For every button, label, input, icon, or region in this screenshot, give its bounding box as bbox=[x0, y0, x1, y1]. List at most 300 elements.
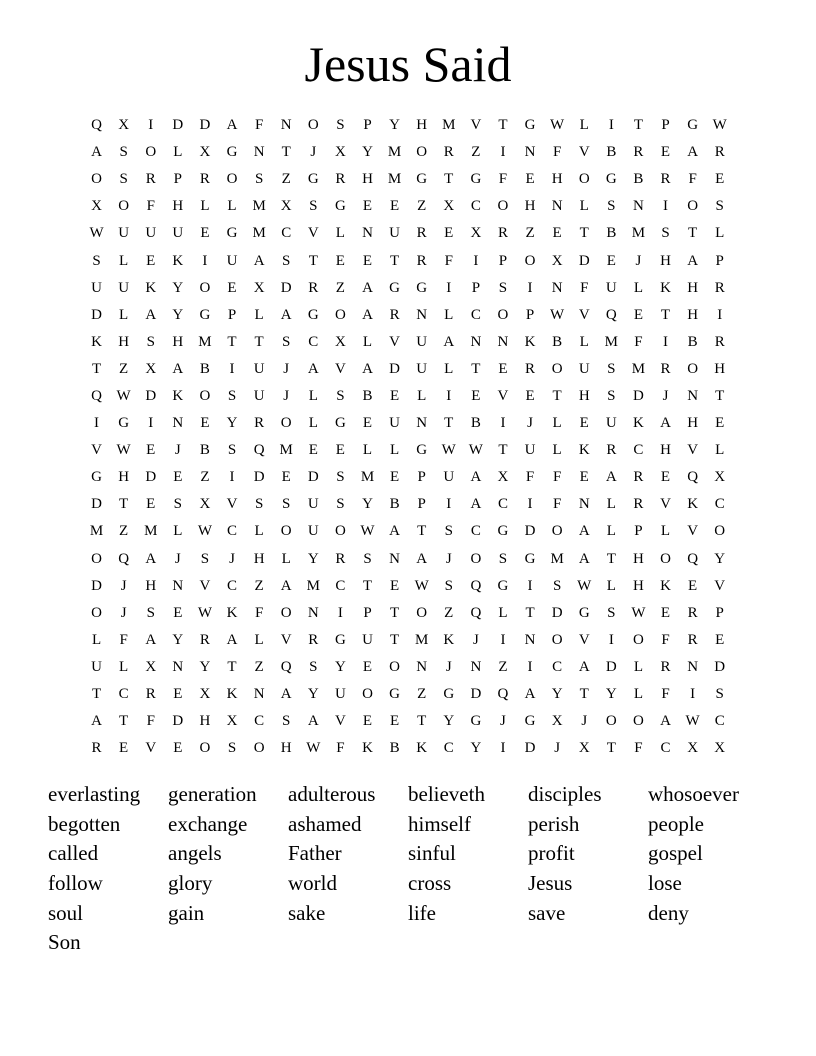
grid-letter: V bbox=[714, 577, 726, 594]
grid-letter: F bbox=[254, 604, 264, 621]
grid-letter: L bbox=[633, 279, 643, 296]
grid-letter: S bbox=[336, 117, 345, 134]
grid-row bbox=[83, 464, 733, 491]
grid-letter: L bbox=[660, 523, 671, 540]
grid-letter: G bbox=[416, 171, 428, 188]
grid-letter: H bbox=[551, 171, 563, 188]
grid-letter: O bbox=[660, 550, 671, 567]
grid-letter: Y bbox=[199, 658, 211, 675]
grid-letter: N bbox=[253, 686, 265, 703]
grid-letter: F bbox=[119, 631, 128, 648]
grid-letter: R bbox=[660, 658, 671, 675]
grid-letter: V bbox=[91, 442, 102, 459]
grid-letter: U bbox=[91, 279, 102, 296]
grid-letter: P bbox=[417, 469, 426, 486]
grid-letter: G bbox=[307, 171, 319, 188]
grid-letter: Z bbox=[417, 686, 427, 703]
grid-letter: A bbox=[307, 713, 319, 730]
grid-letter: T bbox=[606, 740, 616, 757]
grid-letter: R bbox=[145, 686, 156, 703]
grid-letter: L bbox=[715, 442, 725, 459]
grid-letter: R bbox=[308, 279, 319, 296]
grid-letter: G bbox=[524, 550, 536, 567]
grid-letter: R bbox=[91, 740, 102, 757]
grid-letter: H bbox=[118, 333, 130, 350]
grid-letter: W bbox=[414, 577, 429, 594]
grid-letter: Z bbox=[444, 604, 454, 621]
grid-letter: N bbox=[524, 144, 536, 161]
grid-letter: J bbox=[527, 415, 533, 432]
grid-letter: V bbox=[334, 713, 346, 730]
grid-letter: G bbox=[605, 171, 617, 188]
word-bank-item: generation bbox=[168, 782, 257, 806]
grid-letter: X bbox=[334, 333, 346, 350]
grid-letter: Y bbox=[551, 686, 563, 703]
grid-letter: O bbox=[578, 171, 590, 188]
grid-letter: F bbox=[146, 713, 155, 730]
grid-letter: L bbox=[579, 198, 589, 215]
grid-letter: O bbox=[389, 658, 400, 675]
grid-letter: A bbox=[443, 333, 455, 350]
grid-letter: Q bbox=[687, 469, 699, 486]
grid-letter: T bbox=[91, 686, 102, 703]
grid-letter: E bbox=[146, 252, 156, 269]
grid-letter: L bbox=[552, 442, 562, 459]
grid-letter: N bbox=[172, 577, 184, 594]
grid-letter: H bbox=[687, 415, 699, 432]
grid-letter: X bbox=[714, 740, 726, 757]
grid-letter: F bbox=[634, 333, 643, 350]
word-bank-item: exchange bbox=[168, 811, 248, 836]
grid-letter: H bbox=[416, 117, 428, 134]
grid-letter: F bbox=[498, 171, 508, 188]
grid-letter: Z bbox=[254, 577, 264, 594]
grid-letter: R bbox=[335, 171, 346, 188]
grid-letter: O bbox=[524, 252, 536, 269]
grid-row bbox=[83, 193, 733, 220]
grid-row bbox=[83, 735, 733, 762]
grid-letter: G bbox=[334, 631, 346, 648]
grid-letter: A bbox=[660, 415, 671, 432]
grid-letter: E bbox=[525, 387, 535, 404]
grid-letter: O bbox=[551, 360, 563, 377]
grid-letter: N bbox=[633, 198, 644, 215]
grid-letter: U bbox=[307, 496, 319, 513]
grid-letter: M bbox=[415, 631, 429, 648]
grid-letter: L bbox=[119, 306, 129, 323]
grid-letter: O bbox=[633, 713, 644, 730]
grid-letter: O bbox=[145, 144, 157, 161]
word-bank-item: life bbox=[408, 900, 436, 925]
grid-letter: I bbox=[446, 387, 452, 404]
grid-letter: D bbox=[578, 252, 590, 269]
grid-letter: O bbox=[497, 306, 509, 323]
grid-letter: E bbox=[173, 469, 183, 486]
grid-letter: X bbox=[578, 740, 590, 757]
grid-letter: T bbox=[552, 387, 562, 404]
grid-letter: H bbox=[199, 713, 211, 730]
grid-letter: Q bbox=[687, 550, 699, 567]
grid-letter: T bbox=[227, 333, 237, 350]
grid-letter: J bbox=[229, 550, 235, 567]
grid-letter: O bbox=[633, 631, 644, 648]
word-bank-item: follow bbox=[48, 871, 103, 896]
grid-letter: E bbox=[715, 171, 725, 188]
grid-row bbox=[83, 410, 733, 437]
grid-letter: F bbox=[336, 740, 345, 757]
grid-letter: K bbox=[226, 604, 238, 621]
grid-letter: C bbox=[470, 523, 481, 540]
grid-letter: L bbox=[633, 686, 643, 703]
grid-letter: E bbox=[146, 496, 156, 513]
grid-letter: D bbox=[172, 117, 184, 134]
grid-letter: O bbox=[416, 144, 428, 161]
grid-letter: O bbox=[280, 415, 292, 432]
grid-letter: H bbox=[687, 306, 699, 323]
grid-letter: C bbox=[552, 658, 563, 675]
grid-letter: O bbox=[199, 740, 211, 757]
grid-letter: S bbox=[336, 496, 345, 513]
grid-letter: S bbox=[282, 496, 291, 513]
grid-letter: U bbox=[307, 523, 319, 540]
grid-letter: I bbox=[148, 415, 154, 432]
grid-letter: R bbox=[308, 631, 319, 648]
grid-letter: Y bbox=[389, 117, 400, 134]
grid-letter: N bbox=[687, 658, 699, 675]
grid-letter: A bbox=[280, 306, 292, 323]
grid-letter: K bbox=[416, 740, 428, 757]
word-bank-item: profit bbox=[528, 841, 575, 866]
grid-letter: E bbox=[660, 604, 671, 621]
grid-letter: T bbox=[498, 442, 508, 459]
grid-letter: J bbox=[472, 631, 479, 648]
grid-letter: L bbox=[308, 415, 318, 432]
grid-letter: I bbox=[527, 496, 533, 513]
grid-letter: U bbox=[605, 415, 617, 432]
grid-letter: D bbox=[524, 523, 536, 540]
grid-letter: S bbox=[498, 279, 508, 296]
grid-letter: S bbox=[254, 171, 264, 188]
grid-letter: Z bbox=[119, 523, 129, 540]
grid-letter: P bbox=[661, 117, 670, 134]
grid-letter: S bbox=[444, 577, 453, 594]
grid-letter: C bbox=[118, 686, 129, 703]
grid-letter: N bbox=[172, 415, 184, 432]
grid-letter: C bbox=[497, 496, 508, 513]
word-bank-item: himself bbox=[408, 811, 471, 836]
grid-row bbox=[83, 220, 733, 247]
grid-letter: V bbox=[578, 306, 590, 323]
grid-letter: W bbox=[550, 117, 565, 134]
grid-letter: N bbox=[551, 198, 563, 215]
grid-letter: L bbox=[417, 387, 427, 404]
word-bank-item: sinful bbox=[408, 841, 456, 866]
grid-letter: D bbox=[172, 713, 184, 730]
grid-letter: Y bbox=[470, 740, 482, 757]
grid-letter: A bbox=[145, 550, 157, 567]
grid-letter: G bbox=[226, 144, 238, 161]
grid-letter: E bbox=[227, 279, 237, 296]
grid-letter: P bbox=[363, 604, 372, 621]
grid-letter: L bbox=[254, 306, 264, 323]
grid-letter: N bbox=[524, 631, 536, 648]
grid-letter: I bbox=[500, 144, 506, 161]
grid-letter: Z bbox=[200, 469, 210, 486]
grid-letter: I bbox=[473, 252, 479, 269]
word-bank-item: whosoever bbox=[648, 782, 739, 806]
grid-letter: Q bbox=[253, 442, 265, 459]
grid-letter: O bbox=[714, 523, 726, 540]
grid-letter: E bbox=[715, 631, 725, 648]
grid-letter: J bbox=[581, 713, 588, 730]
grid-letter: S bbox=[146, 604, 155, 621]
grid-letter: E bbox=[173, 686, 183, 703]
grid-letter: V bbox=[307, 225, 319, 242]
grid-letter: I bbox=[500, 415, 506, 432]
grid-letter: U bbox=[91, 658, 102, 675]
word-bank-item: gain bbox=[168, 900, 205, 925]
grid-letter: G bbox=[578, 604, 590, 621]
grid-letter: J bbox=[310, 144, 317, 161]
grid-letter: C bbox=[227, 577, 238, 594]
grid-letter: S bbox=[309, 658, 318, 675]
grid-letter: B bbox=[633, 171, 644, 188]
grid-letter: Y bbox=[605, 686, 617, 703]
grid-letter: B bbox=[199, 360, 210, 377]
grid-letter: O bbox=[551, 523, 563, 540]
grid-letter: A bbox=[416, 550, 428, 567]
grid-letter: A bbox=[226, 631, 238, 648]
grid-letter: T bbox=[254, 333, 264, 350]
grid-letter: G bbox=[524, 117, 536, 134]
grid-letter: C bbox=[470, 306, 481, 323]
word-bank-item: cross bbox=[408, 871, 452, 896]
grid-letter: V bbox=[660, 496, 671, 513]
grid-letter: F bbox=[661, 631, 670, 648]
word-bank-item: Jesus bbox=[528, 871, 573, 896]
grid-letter: X bbox=[253, 279, 265, 296]
word-bank-item: called bbox=[48, 841, 99, 866]
grid-letter: E bbox=[389, 198, 400, 215]
grid-letter: E bbox=[660, 144, 671, 161]
grid-letter: K bbox=[633, 415, 644, 432]
grid-letter: M bbox=[360, 469, 375, 486]
grid-letter: W bbox=[116, 442, 131, 459]
grid-letter: G bbox=[497, 577, 509, 594]
grid-letter: U bbox=[605, 279, 617, 296]
grid-letter: L bbox=[173, 523, 183, 540]
grid-letter: H bbox=[687, 279, 699, 296]
grid-letter: K bbox=[145, 279, 157, 296]
grid-letter: O bbox=[91, 604, 102, 621]
word-bank-item: glory bbox=[168, 871, 213, 896]
grid-letter: G bbox=[226, 225, 238, 242]
grid-letter: A bbox=[362, 360, 373, 377]
grid-letter: M bbox=[144, 523, 158, 540]
grid-letter: B bbox=[199, 442, 210, 459]
grid-letter: G bbox=[334, 198, 346, 215]
grid-letter: O bbox=[199, 387, 211, 404]
grid-letter: X bbox=[470, 225, 482, 242]
grid-letter: S bbox=[227, 387, 237, 404]
grid-letter: W bbox=[360, 523, 375, 540]
grid-letter: T bbox=[498, 117, 508, 134]
grid-letter: N bbox=[253, 144, 265, 161]
grid-letter: I bbox=[202, 252, 208, 269]
grid-letter: R bbox=[199, 171, 210, 188]
grid-letter: O bbox=[253, 740, 265, 757]
grid-letter: O bbox=[687, 198, 699, 215]
grid-letter: W bbox=[685, 713, 700, 730]
grid-letter: U bbox=[172, 225, 184, 242]
grid-letter: E bbox=[579, 415, 589, 432]
grid-letter: A bbox=[660, 713, 671, 730]
grid-letter: S bbox=[336, 387, 345, 404]
grid-letter: A bbox=[91, 144, 102, 161]
grid-letter: C bbox=[281, 225, 292, 242]
grid-letter: G bbox=[416, 279, 428, 296]
grid-letter: E bbox=[389, 387, 400, 404]
grid-letter: L bbox=[362, 442, 373, 459]
grid-letter: J bbox=[635, 252, 642, 269]
grid-letter: A bbox=[578, 523, 590, 540]
grid-letter: H bbox=[280, 740, 292, 757]
grid-letter: R bbox=[714, 279, 725, 296]
grid-letter: U bbox=[334, 686, 346, 703]
grid-letter: S bbox=[92, 252, 101, 269]
grid-letter: U bbox=[389, 225, 400, 242]
grid-letter: E bbox=[362, 252, 373, 269]
word-bank-item: lose bbox=[648, 871, 682, 896]
grid-letter: R bbox=[254, 415, 265, 432]
grid-letter: O bbox=[118, 198, 130, 215]
grid-letter: E bbox=[146, 442, 156, 459]
grid-letter: S bbox=[146, 333, 155, 350]
grid-letter: R bbox=[660, 360, 671, 377]
grid-letter: D bbox=[280, 279, 292, 296]
grid-letter: U bbox=[118, 225, 130, 242]
grid-letter: J bbox=[283, 360, 290, 377]
grid-letter: V bbox=[226, 496, 238, 513]
grid-letter: D bbox=[714, 658, 726, 675]
grid-letter: O bbox=[307, 117, 319, 134]
grid-letter: V bbox=[199, 577, 211, 594]
grid-letter: I bbox=[337, 604, 343, 621]
grid-letter: E bbox=[308, 442, 318, 459]
grid-letter: O bbox=[470, 550, 482, 567]
grid-letter: L bbox=[91, 631, 102, 648]
grid-letter: R bbox=[633, 469, 644, 486]
grid-letter: Q bbox=[118, 550, 130, 567]
grid-letter: A bbox=[91, 713, 102, 730]
grid-letter: T bbox=[389, 604, 400, 621]
grid-letter: P bbox=[634, 523, 643, 540]
grid-letter: O bbox=[91, 550, 102, 567]
grid-letter: N bbox=[362, 225, 373, 242]
grid-letter: K bbox=[687, 496, 699, 513]
grid-letter: E bbox=[389, 713, 400, 730]
grid-letter: O bbox=[280, 604, 292, 621]
grid-letter: S bbox=[607, 360, 616, 377]
grid-letter: U bbox=[226, 252, 238, 269]
grid-letter: E bbox=[606, 252, 616, 269]
grid-letter: I bbox=[608, 117, 614, 134]
grid-letter: N bbox=[416, 658, 428, 675]
grid-letter: R bbox=[335, 550, 346, 567]
grid-letter: A bbox=[362, 306, 373, 323]
grid-letter: B bbox=[606, 225, 617, 242]
grid-letter: Y bbox=[307, 550, 319, 567]
grid-letter: N bbox=[687, 387, 699, 404]
grid-letter: I bbox=[663, 198, 669, 215]
grid-letter: L bbox=[308, 387, 318, 404]
grid-letter: Y bbox=[334, 658, 346, 675]
grid-letter: A bbox=[172, 360, 184, 377]
word-bank-item: perish bbox=[528, 811, 580, 836]
grid-letter: F bbox=[688, 171, 697, 188]
grid-letter: F bbox=[552, 469, 562, 486]
grid-letter: A bbox=[145, 306, 157, 323]
grid-letter: T bbox=[119, 713, 129, 730]
grid-letter: E bbox=[688, 577, 698, 594]
grid-letter: L bbox=[606, 496, 616, 513]
grid-letter: E bbox=[200, 225, 210, 242]
grid-letter: G bbox=[470, 171, 482, 188]
grid-letter: O bbox=[91, 171, 102, 188]
grid-letter: T bbox=[227, 658, 237, 675]
grid-letter: S bbox=[282, 713, 291, 730]
grid-letter: W bbox=[89, 225, 104, 242]
grid-letter: F bbox=[661, 686, 670, 703]
grid-letter: T bbox=[91, 360, 102, 377]
grid-letter: E bbox=[715, 415, 725, 432]
word-bank-item: angels bbox=[168, 841, 222, 866]
grid-letter: D bbox=[389, 360, 400, 377]
grid-letter: I bbox=[500, 631, 506, 648]
grid-letter: L bbox=[119, 252, 129, 269]
grid-letter: H bbox=[714, 360, 726, 377]
word-bank-item: adulterous bbox=[288, 782, 376, 806]
grid-letter: I bbox=[500, 740, 506, 757]
grid-letter: R bbox=[497, 225, 508, 242]
word-bank-item: everlasting bbox=[48, 782, 141, 806]
grid-letter: W bbox=[631, 604, 646, 621]
grid-letter: D bbox=[91, 306, 102, 323]
grid-letter: C bbox=[714, 496, 725, 513]
grid-letter: T bbox=[471, 360, 481, 377]
grid-letter: L bbox=[444, 306, 454, 323]
grid-letter: P bbox=[715, 604, 724, 621]
grid-letter: M bbox=[279, 442, 293, 459]
grid-letter: Q bbox=[280, 658, 292, 675]
word-bank-item: sake bbox=[288, 900, 326, 925]
grid-letter: F bbox=[552, 496, 562, 513]
grid-letter: S bbox=[254, 496, 264, 513]
grid-letter: P bbox=[471, 279, 481, 296]
grid-letter: H bbox=[172, 198, 184, 215]
grid-letter: N bbox=[470, 658, 482, 675]
grid-letter: J bbox=[120, 577, 127, 594]
grid-letter: N bbox=[578, 496, 590, 513]
grid-letter: S bbox=[336, 469, 345, 486]
grid-row bbox=[83, 356, 733, 383]
grid-letter: U bbox=[253, 387, 265, 404]
grid-letter: A bbox=[470, 469, 482, 486]
grid-letter: T bbox=[362, 577, 373, 594]
grid-letter: B bbox=[362, 387, 373, 404]
grid-letter: J bbox=[662, 387, 669, 404]
grid-letter: P bbox=[498, 252, 508, 269]
